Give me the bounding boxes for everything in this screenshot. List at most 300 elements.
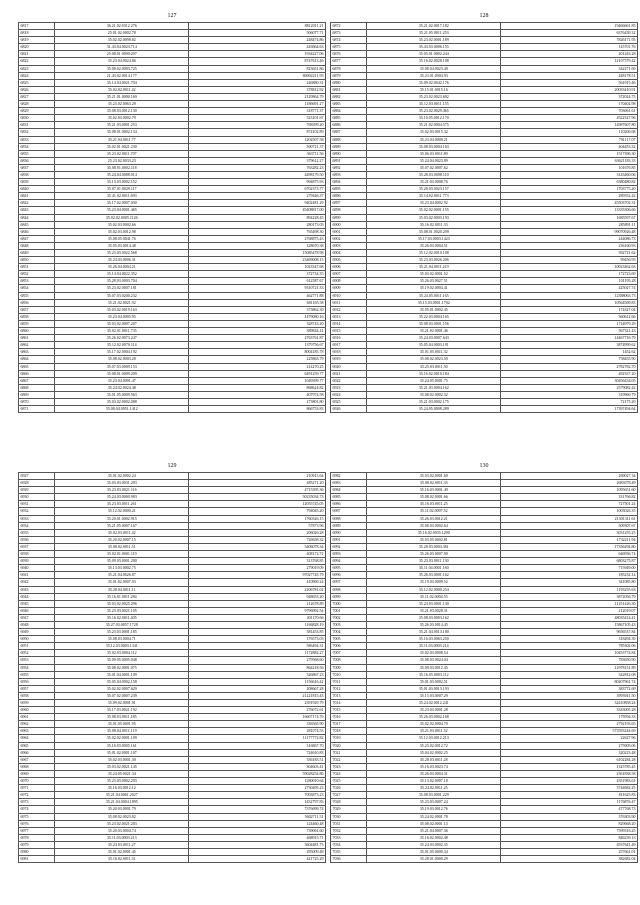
row-index-cell: 6925 <box>331 398 367 405</box>
row-index-cell: 6990 <box>331 529 367 536</box>
row-index-cell: 6954 <box>19 664 55 671</box>
code-cell: 35.02.03.0004.112 <box>55 650 189 657</box>
amount-cell: 1452.62 <box>501 349 638 356</box>
code-cell: 35.23.03.0026.206 <box>367 257 501 264</box>
table-row <box>19 700 326 707</box>
table-row <box>331 93 638 100</box>
table-row <box>19 207 326 214</box>
code-cell: 35.09.02.0001.91 <box>55 700 189 707</box>
amount-cell: 336565.90 <box>189 721 326 728</box>
amount-cell: 567321.43 <box>501 328 638 335</box>
row-index-cell: 6874 <box>331 37 367 44</box>
code-cell: 35.12.02.0000.21 <box>55 508 189 515</box>
code-cell: 21.43.02.0014.177 <box>55 72 189 79</box>
row-index-cell: 6875 <box>331 44 367 51</box>
row-index-cell: 6873 <box>331 30 367 37</box>
table-row <box>19 115 326 122</box>
table-row <box>19 629 326 636</box>
code-cell: 35.02.03.0015.32 <box>367 129 501 136</box>
amount-cell: 7003873.23 <box>189 792 326 799</box>
row-index-cell: 6858 <box>19 313 55 320</box>
amount-cell: 509307.67 <box>501 522 638 529</box>
table-row <box>19 136 326 143</box>
code-cell: 35.26.03.0012.21 <box>367 515 501 522</box>
amount-cell: 214270.25 <box>189 363 326 370</box>
code-cell: 35.26.04.0004.21 <box>55 264 189 271</box>
table-row <box>331 678 638 685</box>
amount-cell: 185232.14 <box>501 572 638 579</box>
table-row <box>19 792 326 799</box>
table-row <box>331 129 638 136</box>
amount-cell: 1003026.35 <box>501 508 638 515</box>
row-index-cell: 6825 <box>19 79 55 86</box>
amount-cell: 811625.83 <box>501 792 638 799</box>
table-row <box>19 228 326 235</box>
code-cell: 35.21.04.0026.87 <box>55 572 189 579</box>
row-index-cell: 6904 <box>331 250 367 257</box>
row-index-cell: 6891 <box>331 157 367 164</box>
table-row <box>331 614 638 621</box>
amount-cell: 319969.79 <box>501 391 638 398</box>
amount-cell: 1202507.58 <box>189 136 326 143</box>
table-row <box>331 856 638 863</box>
table-row <box>19 558 326 565</box>
code-cell: 35.19.03.0012.76 <box>367 806 501 813</box>
row-index-cell: 6977 <box>19 827 55 834</box>
amount-cell: 279019.09 <box>189 565 326 572</box>
code-cell: 35.24.05.0011.165 <box>367 292 501 299</box>
amount-cell: 12055745.05 <box>189 501 326 508</box>
code-cell: 35.08.01.0009.209 <box>55 370 189 377</box>
row-index-cell: 7028 <box>331 799 367 806</box>
row-index-cell: 6863 <box>19 349 55 356</box>
amount-cell: 21221815.43 <box>189 692 326 699</box>
amount-cell: 894228.45 <box>189 214 326 221</box>
code-cell: 35.08.02.0002.32 <box>367 391 501 398</box>
amount-cell: 829668.20 <box>501 820 638 827</box>
amount-cell: 2391929.79 <box>189 700 326 707</box>
row-index-cell: 6923 <box>331 384 367 391</box>
code-cell: 35.08.01.0020.209 <box>367 228 501 235</box>
code-cell: 35.08.03.0011.185 <box>55 714 189 721</box>
amount-cell: 468915.71 <box>189 834 326 841</box>
table-row <box>19 150 326 157</box>
amount-cell: 404453.32 <box>501 143 638 150</box>
table-row <box>331 306 638 313</box>
table-row <box>331 707 638 714</box>
row-index-cell: 6856 <box>19 299 55 306</box>
row-index-cell: 6897 <box>331 200 367 207</box>
code-cell: 35.28.01.0000.29 <box>367 856 501 863</box>
code-cell: 35.02.03.0002.66 <box>55 221 189 228</box>
row-index-cell: 6822 <box>19 58 55 65</box>
code-cell: 35.01.03.0013.193 <box>367 685 501 692</box>
amount-cell: 378812.92 <box>189 86 326 93</box>
amount-cell: 681165.58 <box>189 299 326 306</box>
code-cell: 35.15.01.0015.16 <box>367 86 501 93</box>
code-cell: 35.14.02.0011.773 <box>367 193 501 200</box>
amount-cell: 101195.28 <box>501 278 638 285</box>
table-row <box>19 264 326 271</box>
code-cell: 35.02.03.0002.79 <box>55 115 189 122</box>
code-cell: 35.11.04.0001.160 <box>367 565 501 572</box>
amount-cell: 3143460.06 <box>501 171 638 178</box>
row-index-cell: 6887 <box>331 129 367 136</box>
table-row <box>331 278 638 285</box>
amount-cell: 783650.90 <box>501 657 638 664</box>
code-cell: 35.05.01.0002.45 <box>367 306 501 313</box>
amount-cell: 1176876.47 <box>501 799 638 806</box>
amount-cell: 372734.35 <box>189 271 326 278</box>
row-index-cell: 6917 <box>331 342 367 349</box>
amount-cell: 12978151.89 <box>501 664 638 671</box>
row-index-cell: 6836 <box>19 157 55 164</box>
row-index-cell: 6896 <box>331 193 367 200</box>
row-index-cell: 6965 <box>19 742 55 749</box>
row-index-cell: 6934 <box>19 522 55 529</box>
table-row <box>331 621 638 628</box>
table-row <box>19 487 326 494</box>
amount-cell: 994875.93 <box>189 179 326 186</box>
amount-cell: 342271.69 <box>501 65 638 72</box>
amount-cell: 212678.89 <box>189 600 326 607</box>
row-index-cell: 6872 <box>331 23 367 30</box>
code-cell: 35.21.04.0007.36 <box>367 827 501 834</box>
code-cell: 35.24.04.0088.014 <box>55 171 189 178</box>
code-cell: 35.11.02.0007.52 <box>367 508 501 515</box>
code-cell: 35.19.02.0004.41 <box>367 285 501 292</box>
table-row <box>331 342 638 349</box>
code-cell: 35.11.03.0003.213 <box>55 834 189 841</box>
table-row <box>19 242 326 249</box>
amount-cell: 1280010.64 <box>189 778 326 785</box>
table-row <box>19 384 326 391</box>
code-cell: 35.21.03.0011.52 <box>367 728 501 735</box>
code-cell: 35.21.05.0007.167 <box>55 522 189 529</box>
amount-cell: 208667.28 <box>189 685 326 692</box>
table-row <box>331 44 638 51</box>
row-index-cell: 6821 <box>19 51 55 58</box>
row-index-cell: 7007 <box>331 650 367 657</box>
table-row <box>331 714 638 721</box>
code-cell: 35.26.02.0073.247 <box>55 335 189 342</box>
code-cell: 35.09.05.0005.048 <box>55 657 189 664</box>
code-cell: 35.23.02.0001.189 <box>367 37 501 44</box>
code-cell: 35.21.05.0011.253 <box>367 30 501 37</box>
row-index-cell: 6930 <box>19 494 55 501</box>
row-index-cell: 6832 <box>19 129 55 136</box>
table-row <box>19 257 326 264</box>
table-row <box>19 285 326 292</box>
table-row <box>19 306 326 313</box>
code-cell: 35.23.02.0007.181 <box>55 285 189 292</box>
row-index-cell: 6870 <box>19 398 55 405</box>
amount-cell: 174327.04 <box>501 306 638 313</box>
table-row <box>19 621 326 628</box>
row-index-cell: 6840 <box>19 186 55 193</box>
amount-cell: 410969.24 <box>189 579 326 586</box>
row-index-cell: 6894 <box>331 179 367 186</box>
row-index-cell: 7026 <box>331 785 367 792</box>
code-cell: 35.24.03.0000.983 <box>55 494 189 501</box>
code-cell: 35.21.02.0017.182 <box>367 23 501 30</box>
amount-cell: 273801.80 <box>189 398 326 405</box>
row-index-cell: 6997 <box>331 579 367 586</box>
code-cell: 35.15.03.0001.1702 <box>367 299 501 306</box>
row-index-cell: 7032 <box>331 827 367 834</box>
amount-cell: 765498.30 <box>189 228 326 235</box>
row-index-cell: 6877 <box>331 58 367 65</box>
row-index-cell: 6978 <box>19 834 55 841</box>
amount-cell: 401170.66 <box>189 614 326 621</box>
code-cell: 35.26.03.0007.90 <box>367 551 501 558</box>
table-row <box>19 250 326 257</box>
amount-cell: 6702373.77 <box>189 186 326 193</box>
table-row <box>19 72 326 79</box>
table-row <box>331 235 638 242</box>
row-index-cell: 6999 <box>331 593 367 600</box>
table-row <box>331 349 638 356</box>
table-row <box>331 207 638 214</box>
amount-cell: 3031255.25 <box>501 529 638 536</box>
code-cell: 35.08.03.0003.162 <box>367 614 501 621</box>
table-row <box>19 636 326 643</box>
code-cell: 35.09.03.0012.45 <box>367 664 501 671</box>
amount-cell: 1479080.16 <box>189 313 326 320</box>
amount-cell: 2792193.65 <box>501 721 638 728</box>
table-row <box>19 678 326 685</box>
amount-cell: 383772.69 <box>501 685 638 692</box>
table-row <box>331 292 638 299</box>
row-index-cell: 6962 <box>19 721 55 728</box>
amount-cell: 2763761.87 <box>189 335 326 342</box>
code-cell: 35.02.02.0005.1126 <box>55 214 189 221</box>
amount-cell: 727501.24 <box>501 501 638 508</box>
table-row <box>19 707 326 714</box>
amount-cell: 846239.13 <box>501 834 638 841</box>
table-row <box>331 721 638 728</box>
code-cell: 35.22.03.0004.165 <box>367 313 501 320</box>
code-cell: 35.16.03.0023.74 <box>367 763 501 770</box>
row-index-cell: 7011 <box>331 678 367 685</box>
amount-cell: 295009.48 <box>189 848 326 855</box>
code-cell: 35.08.02.0093.725 <box>55 65 189 72</box>
code-cell: 35.24.04.0023.89 <box>367 157 501 164</box>
code-cell: 35.14.04.0021.704 <box>55 79 189 86</box>
amount-cell: 80002211.93 <box>189 72 326 79</box>
amount-cell: 866753.83 <box>189 406 326 413</box>
amount-cell: 63621183.33 <box>501 157 638 164</box>
code-cell: 25.08.01.0090.207 <box>55 51 189 58</box>
amount-cell: 320223.48 <box>501 749 638 756</box>
code-cell: 36.21.02.9312.276 <box>55 23 189 30</box>
code-cell: 35.23.03.0021.105 <box>55 607 189 614</box>
row-index-cell: 7019 <box>331 735 367 742</box>
row-index-cell: 7015 <box>331 707 367 714</box>
code-cell: 35.08.02.0023.50 <box>367 356 501 363</box>
table-row <box>19 806 326 813</box>
table-row <box>19 129 326 136</box>
code-cell: 35.23.03.0011.27 <box>55 841 189 848</box>
row-index-cell: 6895 <box>331 186 367 193</box>
row-index-cell: 6910 <box>331 292 367 299</box>
row-index-cell: 6920 <box>331 363 367 370</box>
table-row <box>331 834 638 841</box>
amount-cell: 4522327.96 <box>501 115 638 122</box>
table-row <box>19 108 326 115</box>
code-cell: 35.20.03.0004.74 <box>55 827 189 834</box>
table-row <box>331 529 638 536</box>
row-index-cell: 6882 <box>331 93 367 100</box>
table-row <box>331 157 638 164</box>
table-row <box>331 636 638 643</box>
row-index-cell: 6907 <box>331 271 367 278</box>
code-cell: 35.03.02.0007.207 <box>55 320 189 327</box>
code-cell: 35.41.02.0011.693 <box>55 193 189 200</box>
row-index-cell: 7000 <box>331 600 367 607</box>
row-index-cell: 6947 <box>19 614 55 621</box>
table-row <box>19 23 326 30</box>
row-index-cell: 6936 <box>19 536 55 543</box>
amount-cell: 99070926.48 <box>501 228 638 235</box>
table-row <box>19 328 326 335</box>
table-row <box>331 264 638 271</box>
amount-cell: 3343005.28 <box>501 707 638 714</box>
table-row <box>19 406 326 413</box>
code-cell: 35.01.02.0001.45 <box>55 848 189 855</box>
amount-cell: 864218.56 <box>189 664 326 671</box>
code-cell: 35.02.01.0001.119 <box>55 551 189 558</box>
code-cell: 35.21.03.0002.175 <box>367 398 501 405</box>
table-row <box>331 820 638 827</box>
amount-cell: 3874999.62 <box>501 342 638 349</box>
code-cell: 35.02.02.0011.42 <box>55 86 189 93</box>
table-row <box>331 806 638 813</box>
code-cell: 35.19.03.0009.52 <box>367 579 501 586</box>
code-cell: 35.05.01.0002.244 <box>367 51 501 58</box>
amount-cell: 275905.06 <box>501 742 638 749</box>
amount-cell: 1186691.27 <box>189 101 326 108</box>
code-cell: 35.27.03.0057.1728 <box>55 621 189 628</box>
amount-cell: 124460.48 <box>189 820 326 827</box>
amount-cell: 225863.79 <box>189 356 326 363</box>
amount-cell: 408172.72 <box>189 551 326 558</box>
amount-cell: 12107579.42 <box>501 58 638 65</box>
row-index-cell: 6994 <box>331 558 367 565</box>
amount-cell: 785302.06 <box>501 643 638 650</box>
code-cell: 35.02.02.0007.629 <box>55 685 189 692</box>
table-row <box>331 250 638 257</box>
table-row <box>19 799 326 806</box>
row-index-cell: 6888 <box>331 136 367 143</box>
table-row <box>331 122 638 129</box>
row-index-cell: 7030 <box>331 813 367 820</box>
table-row <box>19 292 326 299</box>
amount-cell: 2129864.79 <box>189 93 326 100</box>
code-cell: 35.26.03.0027.51 <box>367 278 501 285</box>
table-row <box>331 377 638 384</box>
code-cell: 35.08.03.0024.04 <box>367 657 501 664</box>
amount-cell: 45408817.00 <box>189 207 326 214</box>
table-row <box>331 356 638 363</box>
row-index-cell: 6968 <box>19 763 55 770</box>
amount-cell: 5406078.34 <box>189 543 326 550</box>
amount-cell: 1703775.20 <box>501 186 638 193</box>
row-index-cell: 7001 <box>331 607 367 614</box>
amount-cell: 612587.67 <box>189 278 326 285</box>
table-row <box>19 370 326 377</box>
amount-cell: 6803275.87 <box>501 558 638 565</box>
code-cell: 35.09.02.0042.176 <box>367 79 501 86</box>
row-index-cell: 6885 <box>331 115 367 122</box>
row-index-cell: 6960 <box>19 707 55 714</box>
table-row <box>331 515 638 522</box>
code-cell: 35.16.01.0011.284 <box>55 593 189 600</box>
code-cell: 35.13.02.0007.18 <box>367 778 501 785</box>
table-row <box>19 101 326 108</box>
row-index-cell: 7004 <box>331 629 367 636</box>
table-row <box>19 536 326 543</box>
code-cell: 35.08.02.0001.66 <box>367 494 501 501</box>
row-index-cell: 7022 <box>331 756 367 763</box>
row-index-cell: 6876 <box>331 51 367 58</box>
amount-cell: 948653.20 <box>189 593 326 600</box>
row-index-cell: 6899 <box>331 214 367 221</box>
row-index-cell: 6957 <box>19 685 55 692</box>
table-row <box>331 572 638 579</box>
row-index-cell: 6928 <box>19 480 55 487</box>
code-cell: 35.12.03.0012.213 <box>367 735 501 742</box>
code-cell: 35.08.02.0001.13 <box>367 820 501 827</box>
code-cell: 35.24.03.0002.35 <box>367 841 501 848</box>
row-index-cell: 7024 <box>331 770 367 777</box>
amount-cell: 2782782.70 <box>501 363 638 370</box>
amount-cell: 145701.76 <box>501 44 638 51</box>
amount-cell: 9656537.84 <box>501 629 638 636</box>
code-cell: 35.23.01.0004.93 <box>367 72 501 79</box>
table-row <box>331 487 638 494</box>
table-row <box>19 692 326 699</box>
table-row <box>19 650 326 657</box>
row-index-cell: 6979 <box>19 841 55 848</box>
amount-cell: 376303.90 <box>501 813 638 820</box>
amount-cell: 724610.83 <box>189 749 326 756</box>
amount-cell: 5602711.51 <box>189 813 326 820</box>
code-cell: 35.01.05.0000.34 <box>367 848 501 855</box>
amount-cell: 2361838.58 <box>501 770 638 777</box>
row-index-cell: 7012 <box>331 685 367 692</box>
row-index-cell: 6919 <box>331 356 367 363</box>
row-index-cell: 6886 <box>331 122 367 129</box>
row-index-cell: 6942 <box>19 579 55 586</box>
table-row <box>331 171 638 178</box>
row-index-cell: 6931 <box>19 501 55 508</box>
code-cell: 35.21.01.0000.169 <box>55 93 189 100</box>
row-index-cell: 7027 <box>331 792 367 799</box>
amount-cell: 4351983.61 <box>501 778 638 785</box>
row-index-cell: 6935 <box>19 529 55 536</box>
row-index-cell: 7013 <box>331 692 367 699</box>
table-row <box>331 558 638 565</box>
table-row <box>19 143 326 150</box>
code-cell: 35.16.03.0063.250 <box>367 636 501 643</box>
row-index-cell: 6998 <box>331 586 367 593</box>
code-cell: 35.08.03.0004.71 <box>55 636 189 643</box>
code-cell: 35.03.02.0002.088 <box>55 398 189 405</box>
table-row <box>331 23 638 30</box>
amount-cell: 573593244.69 <box>501 728 638 735</box>
code-cell: 35.02.02.0001.109 <box>55 735 189 742</box>
